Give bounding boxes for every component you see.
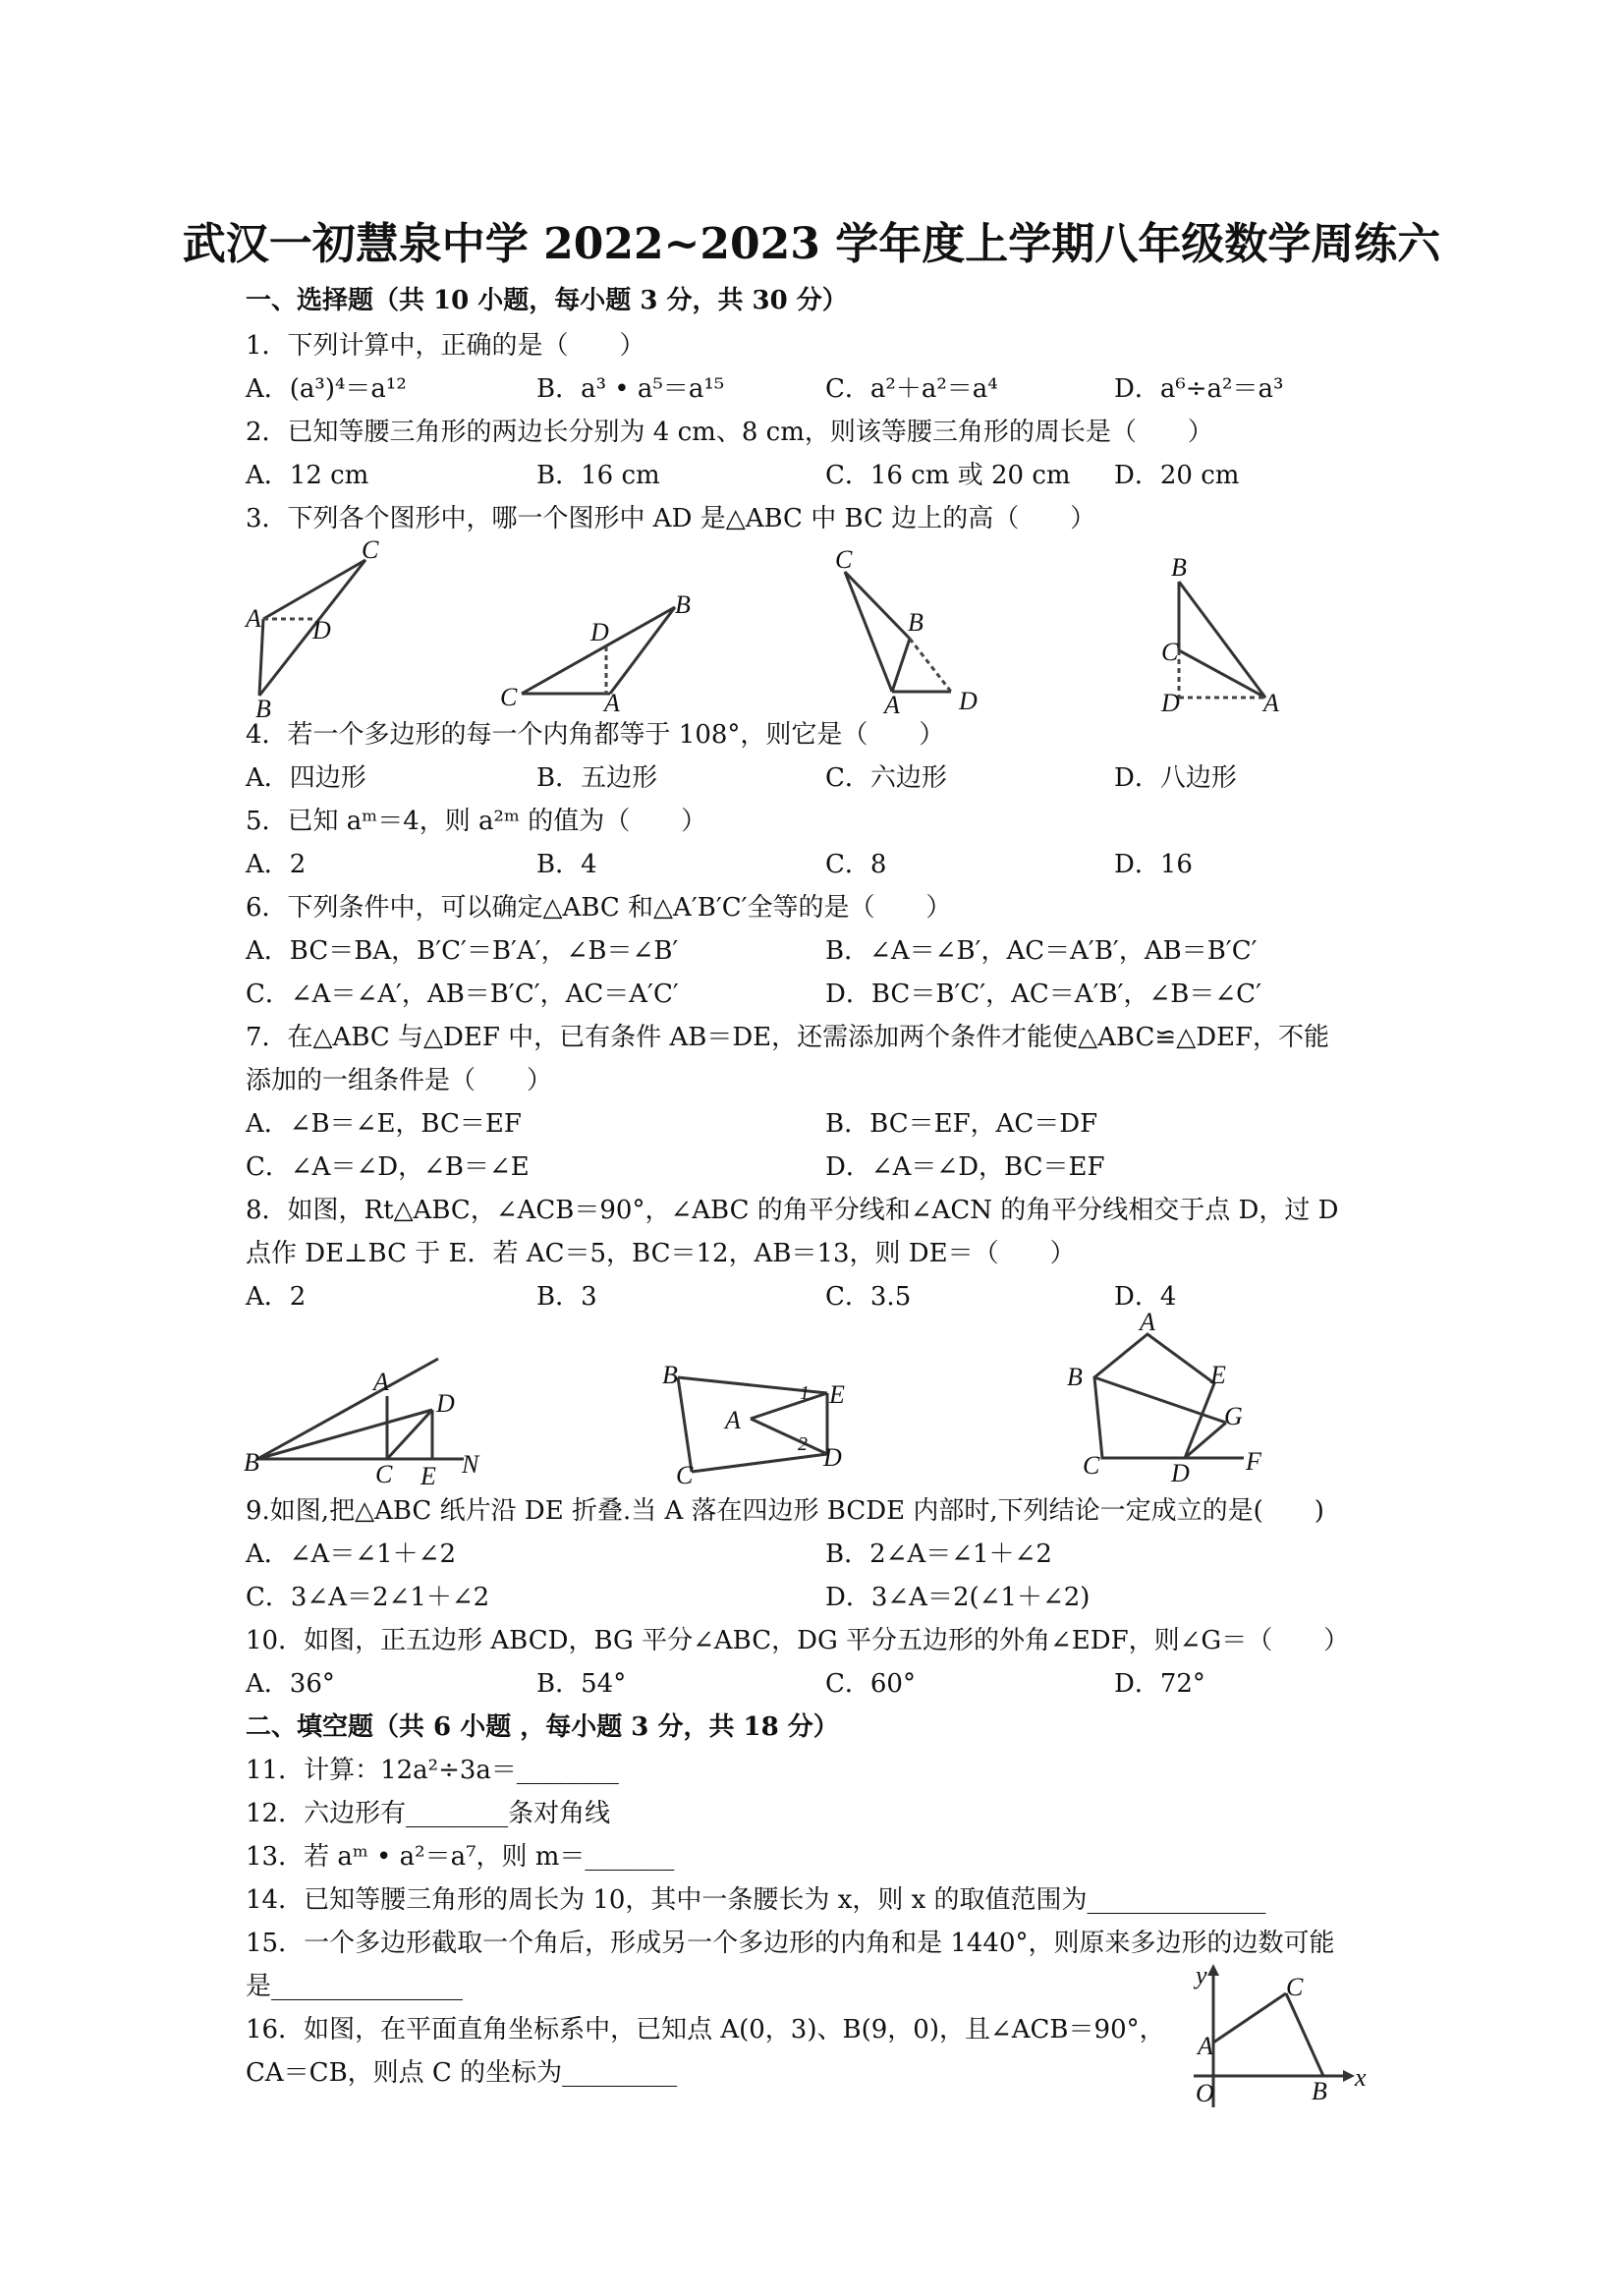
label-C: C xyxy=(676,1461,694,1489)
label-C: C xyxy=(375,1460,393,1488)
question-7-stem-line-2: 添加的一组条件是（ ） xyxy=(246,1066,553,1095)
label-C: C xyxy=(835,545,853,574)
question-10-stem: 10．如图，正五边形 ABCD，BG 平分∠ABC，DG 平分五边形的外角∠EDF，则∠G＝（ ） xyxy=(246,1626,1350,1655)
question-2-option-c: C．16 cm 或 20 cm xyxy=(825,461,1071,490)
label-F: F xyxy=(1246,1447,1261,1476)
question-1-option-a: A．(a³)⁴＝a¹² xyxy=(246,374,407,404)
label-A: A xyxy=(1198,2032,1213,2060)
question-15-line-1: 15．一个多边形截取一个角后，形成另一个多边形的内角和是 1440°，则原来多边形的边数可能 xyxy=(246,1929,1335,1958)
question-3-figure-3 xyxy=(833,540,990,719)
label-B: B xyxy=(675,590,691,619)
label-O: O xyxy=(1196,2079,1214,2107)
section-heading-choice: 一、选择题（共 10 小题，每小题 3 分，共 30 分） xyxy=(246,286,848,315)
question-6-stem: 6．下列条件中，可以确定△ABC 和△A′B′C′全等的是（ ） xyxy=(246,893,952,923)
question-13: 13．若 aᵐ • a²＝a⁷，则 m＝_______ xyxy=(246,1842,675,1872)
label-D: D xyxy=(1161,689,1180,717)
question-5-stem: 5．已知 aᵐ＝4，则 a²ᵐ 的值为（ ） xyxy=(246,807,707,836)
label-N: N xyxy=(462,1450,479,1479)
question-5-option-c: C．8 xyxy=(825,850,887,879)
question-4-stem: 4．若一个多边形的每一个内角都等于 108°，则它是（ ） xyxy=(246,720,945,750)
question-7-option-b: B．BC＝EF，AC＝DF xyxy=(825,1109,1098,1139)
label-D: D xyxy=(312,616,331,644)
question-2-option-d: D．20 cm xyxy=(1114,461,1240,490)
question-2-option-b: B．16 cm xyxy=(536,461,660,490)
label-A: A xyxy=(1140,1308,1155,1336)
question-8-stem-line-2: 点作 DE⊥BC 于 E．若 AC＝5，BC＝12，AB＝13，则 DE＝（ ） xyxy=(246,1239,1076,1268)
question-7-option-a: A．∠B＝∠E，BC＝EF xyxy=(246,1109,522,1139)
label-E: E xyxy=(420,1462,436,1490)
question-10-figure xyxy=(1061,1308,1277,1487)
question-15-line-2: 是_______________ xyxy=(246,1972,464,2001)
angle-label-2: 2 xyxy=(798,1433,808,1455)
question-1-option-b: B．a³ • a⁵＝a¹⁵ xyxy=(536,374,725,404)
question-6-option-b: B．∠A＝∠B′，AC＝A′B′，AB＝B′C′ xyxy=(825,936,1258,966)
question-8-figure xyxy=(244,1351,499,1488)
label-E: E xyxy=(1210,1361,1226,1389)
question-8-option-c: C．3.5 xyxy=(825,1282,912,1312)
question-3-stem: 3．下列各个图形中，哪一个图形中 AD 是△ABC 中 BC 边上的高（ ） xyxy=(246,504,1096,533)
question-3-figure-2 xyxy=(496,589,702,717)
question-1-option-d: D．a⁶÷a²＝a³ xyxy=(1114,374,1284,404)
question-8-stem-line-1: 8．如图，Rt△ABC，∠ACB＝90°，∠ABC 的角平分线和∠ACN 的角平分线相交于点 D，过 D xyxy=(246,1196,1339,1225)
label-B: B xyxy=(1171,553,1187,582)
label-B: B xyxy=(1067,1363,1083,1391)
label-C: C xyxy=(1286,1973,1304,2001)
label-E: E xyxy=(829,1380,845,1409)
label-A: A xyxy=(246,604,261,633)
question-9-option-c: C．3∠A＝2∠1＋∠2 xyxy=(246,1583,490,1612)
question-8-option-b: B．3 xyxy=(536,1282,597,1312)
question-8-option-d: D．4 xyxy=(1114,1282,1177,1312)
question-5-option-a: A．2 xyxy=(246,850,307,879)
label-D: D xyxy=(959,687,978,715)
label-D: D xyxy=(590,618,609,646)
question-8-option-a: A．2 xyxy=(246,1282,307,1312)
question-9-option-a: A．∠A＝∠1＋∠2 xyxy=(246,1540,456,1569)
label-C: C xyxy=(1083,1451,1100,1480)
page-title: 武汉一初慧泉中学 2022~2023 学年度上学期八年级数学周练六 xyxy=(182,219,1441,269)
label-D: D xyxy=(1171,1459,1190,1487)
question-9-option-b: B．2∠A＝∠1＋∠2 xyxy=(825,1540,1052,1569)
label-B: B xyxy=(1312,2077,1327,2105)
question-4-option-a: A．四边形 xyxy=(246,763,366,793)
label-C: C xyxy=(362,535,379,564)
label-B: B xyxy=(662,1361,678,1389)
label-B: B xyxy=(908,608,923,637)
question-4-option-c: C．六边形 xyxy=(825,763,947,793)
question-5-option-b: B．4 xyxy=(536,850,597,879)
question-11: 11．计算：12a²÷3a＝________ xyxy=(246,1756,619,1785)
question-1-stem: 1．下列计算中，正确的是（ ） xyxy=(246,331,645,361)
label-A: A xyxy=(884,691,900,719)
question-6-option-d: D．BC＝B′C′，AC＝A′B′，∠B＝∠C′ xyxy=(825,980,1261,1009)
axis-label-y: y xyxy=(1196,1961,1207,1989)
question-5-option-d: D．16 xyxy=(1114,850,1193,879)
question-16-line-2: CA＝CB，则点 C 的坐标为_________ xyxy=(246,2058,678,2088)
question-2-option-a: A．12 cm xyxy=(246,461,369,490)
question-3-figure-1 xyxy=(244,535,391,723)
label-A: A xyxy=(604,689,620,717)
question-14: 14．已知等腰三角形的周长为 10，其中一条腰长为 x，则 x 的取值范围为______________ xyxy=(246,1885,1266,1915)
question-6-option-c: C．∠A＝∠A′，AB＝B′C′，AC＝A′C′ xyxy=(246,980,679,1009)
question-4-option-b: B．五边形 xyxy=(536,763,658,793)
axis-label-x: x xyxy=(1355,2063,1367,2092)
question-9-option-d: D．3∠A＝2(∠1＋∠2) xyxy=(825,1583,1091,1612)
label-C: C xyxy=(500,683,518,711)
question-10-option-b: B．54° xyxy=(536,1669,627,1699)
question-7-option-d: D．∠A＝∠D，BC＝EF xyxy=(825,1152,1105,1182)
question-1-option-c: C．a²＋a²＝a⁴ xyxy=(825,374,998,404)
question-10-option-a: A．36° xyxy=(246,1669,335,1699)
question-16-line-1: 16．如图，在平面直角坐标系中，已知点 A(0，3)、B(9，0)，且∠ACB＝90°， xyxy=(246,2015,1165,2044)
question-9-figure xyxy=(656,1356,853,1489)
question-10-option-c: C．60° xyxy=(825,1669,916,1699)
label-A: A xyxy=(1263,689,1279,717)
question-16-figure xyxy=(1184,1960,1380,2117)
question-10-option-d: D．72° xyxy=(1114,1669,1205,1699)
question-2-stem: 2．已知等腰三角形的两边长分别为 4 cm、8 cm，则该等腰三角形的周长是（ ） xyxy=(246,418,1213,447)
question-4-option-d: D．八边形 xyxy=(1114,763,1237,793)
question-12: 12．六边形有________条对角线 xyxy=(246,1799,611,1828)
label-A: A xyxy=(725,1406,741,1434)
label-D: D xyxy=(436,1389,455,1418)
question-7-option-c: C．∠A＝∠D，∠B＝∠E xyxy=(246,1152,530,1182)
label-B: B xyxy=(244,1448,259,1477)
section-heading-fill-in: 二、填空题（共 6 小题 ，每小题 3 分，共 18 分） xyxy=(246,1712,839,1742)
question-7-stem-line-1: 7．在△ABC 与△DEF 中，已有条件 AB＝DE，还需添加两个条件才能使△ABC≌△DEF，不能 xyxy=(246,1023,1330,1052)
label-G: G xyxy=(1224,1402,1243,1430)
question-9-stem: 9.如图,把△ABC 纸片沿 DE 折叠.当 A 落在四边形 BCDE 内部时,下列结论一定成立的是( ) xyxy=(246,1496,1324,1526)
label-C: C xyxy=(1161,638,1179,666)
label-D: D xyxy=(823,1443,842,1472)
angle-label-1: 1 xyxy=(800,1382,810,1404)
label-B: B xyxy=(255,695,271,723)
question-3-figure-4 xyxy=(1149,550,1297,722)
question-6-option-a: A．BC＝BA，B′C′＝B′A′，∠B＝∠B′ xyxy=(246,936,679,966)
label-A: A xyxy=(373,1368,389,1396)
